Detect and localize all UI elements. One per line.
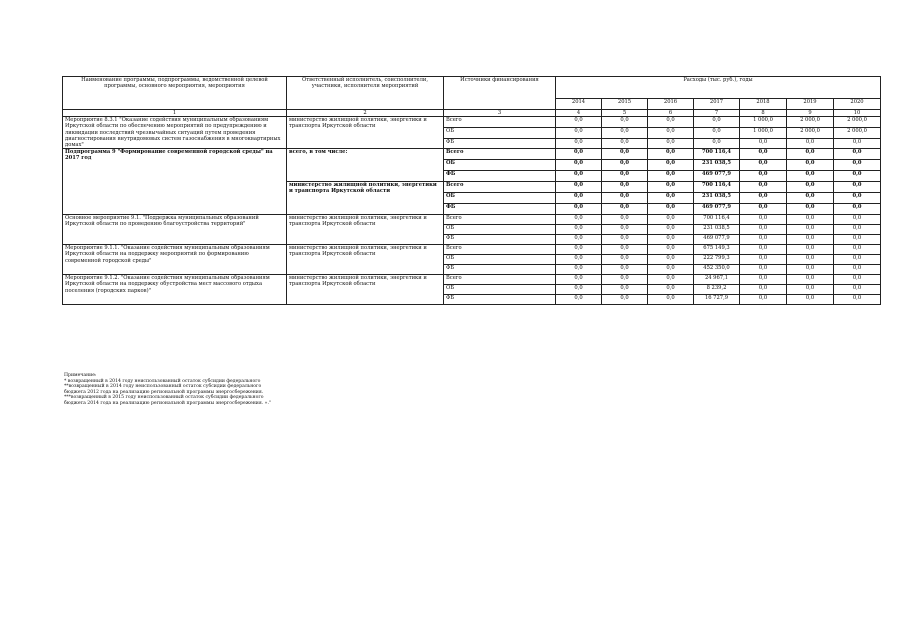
source-cell: ОБ [444, 255, 556, 265]
value-cell: 0,0 [787, 255, 834, 265]
executor-cell: министерство жилищной политики, энергетики и транспорта Иркутской области [287, 117, 444, 149]
value-cell: 0,0 [602, 215, 648, 225]
value-cell: 0,0 [602, 235, 648, 245]
value-cell: 0,0 [556, 171, 602, 182]
value-cell: 0,0 [694, 138, 740, 149]
value-cell: 0,0 [602, 182, 648, 193]
value-cell: 231 038,5 [694, 160, 740, 171]
value-cell: 0,0 [740, 265, 787, 275]
value-cell: 0,0 [740, 160, 787, 171]
value-cell: 0,0 [787, 215, 834, 225]
table-row [63, 117, 881, 128]
source-cell: ФБ [444, 138, 556, 149]
value-cell: 0,0 [602, 149, 648, 160]
value-cell: 0,0 [787, 182, 834, 193]
value-cell: 0,0 [787, 295, 834, 305]
column-number: 7 [694, 110, 740, 117]
value-cell: 0,0 [834, 275, 881, 285]
value-cell: 469 077,9 [694, 235, 740, 245]
executor-cell: министерство жилищной политики, энергетики и транспорта Иркутской области [287, 275, 444, 305]
source-cell: ФБ [444, 295, 556, 305]
value-cell: 0,0 [834, 235, 881, 245]
value-cell: 24 967,1 [694, 275, 740, 285]
value-cell: 0,0 [556, 160, 602, 171]
value-cell: 0,0 [602, 265, 648, 275]
value-cell: 0,0 [787, 225, 834, 235]
value-cell: 0,0 [834, 295, 881, 305]
value-cell: 0,0 [740, 235, 787, 245]
note-line: * возвращенный в 2014 году неиспользованный остаток субсидии федерального [64, 378, 261, 384]
value-cell: 16 727,9 [694, 295, 740, 305]
value-cell: 0,0 [740, 149, 787, 160]
value-cell: 0,0 [556, 149, 602, 160]
program-name-cell: Мероприятие 9.1.1. "Оказание содействия муниципальным образованиям Иркутской области на поддержку мероприятий по формированию современной городской среды" [63, 245, 287, 275]
value-cell: 0,0 [648, 204, 694, 215]
value-cell: 0,0 [648, 235, 694, 245]
column-number: 6 [648, 110, 694, 117]
column-number-row [63, 110, 881, 117]
value-cell: 0,0 [834, 255, 881, 265]
value-cell: 0,0 [740, 171, 787, 182]
value-cell: 0,0 [648, 149, 694, 160]
column-number: 5 [602, 110, 648, 117]
value-cell: 0,0 [787, 160, 834, 171]
header-name: Наименование программы, подпрограммы, ведомственной целевой программы, основного мероприятия, мероприятия [63, 77, 287, 110]
header-year: 2014 [556, 99, 602, 110]
value-cell: 2 000,0 [834, 117, 881, 128]
value-cell: 0,0 [556, 127, 602, 138]
column-number: 8 [740, 110, 787, 117]
value-cell: 0,0 [556, 117, 602, 128]
source-cell: Всего [444, 149, 556, 160]
value-cell: 0,0 [556, 225, 602, 235]
value-cell: 2 000,0 [787, 127, 834, 138]
value-cell: 0,0 [648, 160, 694, 171]
value-cell: 1 000,0 [740, 127, 787, 138]
value-cell: 0,0 [787, 285, 834, 295]
executor-cell: министерство жилищной политики, энергетики и транспорта Иркутской области [287, 215, 444, 245]
value-cell: 0,0 [740, 225, 787, 235]
value-cell: 0,0 [602, 171, 648, 182]
column-number: 3 [444, 110, 556, 117]
source-cell: ОБ [444, 193, 556, 204]
value-cell: 0,0 [787, 138, 834, 149]
header-row [63, 77, 881, 99]
value-cell: 0,0 [740, 193, 787, 204]
value-cell: 0,0 [648, 245, 694, 255]
value-cell: 0,0 [648, 193, 694, 204]
value-cell: 0,0 [602, 193, 648, 204]
value-cell: 0,0 [787, 275, 834, 285]
table-row [63, 149, 881, 160]
value-cell: 0,0 [834, 171, 881, 182]
value-cell: 0,0 [740, 182, 787, 193]
value-cell: 0,0 [834, 225, 881, 235]
table-row [63, 245, 881, 255]
program-name-cell: Мероприятие 8.3.1 "Оказание содействия муниципальным образованиям Иркутской области по обеспечению мероприятий по предупреждению и ликвидации последствий чрезвычайных ситуаций путем проведения диагностирования внутридомовых систем газоснабжения в многоквартирных домах" [63, 117, 287, 149]
header-year: 2017 [694, 99, 740, 110]
column-number: 2 [287, 110, 444, 117]
header-year: 2019 [787, 99, 834, 110]
value-cell: 0,0 [556, 215, 602, 225]
header-year: 2020 [834, 99, 881, 110]
value-cell: 700 116,4 [694, 182, 740, 193]
value-cell: 0,0 [740, 295, 787, 305]
value-cell: 0,0 [740, 245, 787, 255]
notes-title: Примечание: [64, 373, 97, 378]
value-cell: 0,0 [834, 138, 881, 149]
header-year: 2018 [740, 99, 787, 110]
header-source: Источники финансирования [444, 77, 556, 110]
source-cell: ФБ [444, 235, 556, 245]
source-cell: Всего [444, 275, 556, 285]
value-cell: 0,0 [648, 255, 694, 265]
source-cell: Всего [444, 215, 556, 225]
note-line: **возвращенный в 2014 году неиспользованный остаток субсидии федерального [64, 384, 262, 390]
value-cell: 0,0 [648, 182, 694, 193]
header-year: 2015 [602, 99, 648, 110]
value-cell: 0,0 [834, 149, 881, 160]
executor-cell: министерство жилищной политики, энергетики и транспорта Иркутской области [287, 245, 444, 275]
value-cell: 0,0 [834, 265, 881, 275]
value-cell: 675 149,3 [694, 245, 740, 255]
value-cell: 0,0 [694, 127, 740, 138]
value-cell: 0,0 [648, 295, 694, 305]
source-cell: Всего [444, 245, 556, 255]
program-name-cell: Мероприятие 9.1.2. "Оказание содействия муниципальным образованиям Иркутской области на поддержку обустройства мест массового отдыха поселения (городских парков)" [63, 275, 287, 305]
executor-cell: всего, в том числе: [287, 149, 444, 182]
value-cell: 0,0 [648, 225, 694, 235]
value-cell: 0,0 [556, 245, 602, 255]
value-cell: 0,0 [556, 295, 602, 305]
note-line: бюджета 2012 года на реализацию региональной программы энергосбережения. [64, 389, 264, 395]
value-cell: 0,0 [834, 285, 881, 295]
value-cell: 0,0 [602, 225, 648, 235]
value-cell: 0,0 [556, 285, 602, 295]
column-number: 10 [834, 110, 881, 117]
value-cell: 0,0 [787, 171, 834, 182]
value-cell: 0,0 [834, 204, 881, 215]
value-cell: 0,0 [556, 138, 602, 149]
value-cell: 0,0 [787, 235, 834, 245]
value-cell: 0,0 [648, 285, 694, 295]
value-cell: 0,0 [740, 285, 787, 295]
value-cell: 700 116,4 [694, 215, 740, 225]
value-cell: 0,0 [648, 215, 694, 225]
value-cell: 0,0 [834, 215, 881, 225]
column-number: 9 [787, 110, 834, 117]
header-expenses: Расходы (тыс. руб.), годы [556, 77, 881, 99]
value-cell: 0,0 [648, 138, 694, 149]
source-cell: ФБ [444, 204, 556, 215]
value-cell: 0,0 [834, 160, 881, 171]
table-row [63, 215, 881, 225]
value-cell: 222 799,3 [694, 255, 740, 265]
value-cell: 0,0 [787, 204, 834, 215]
program-name-cell: Основное мероприятие 9.1. "Поддержка муниципальных образований Иркутской области по проведению благоустройства территорий" [63, 215, 287, 245]
column-number: 1 [63, 110, 287, 117]
value-cell: 0,0 [787, 193, 834, 204]
value-cell: 0,0 [740, 204, 787, 215]
source-cell: ОБ [444, 225, 556, 235]
value-cell: 0,0 [602, 117, 648, 128]
header-year: 2016 [648, 99, 694, 110]
value-cell: 0,0 [602, 245, 648, 255]
notes [64, 373, 304, 407]
value-cell: 452 350,0 [694, 265, 740, 275]
value-cell: 0,0 [556, 204, 602, 215]
source-cell: Всего [444, 182, 556, 193]
value-cell: 8 239,2 [694, 285, 740, 295]
value-cell: 0,0 [834, 245, 881, 255]
value-cell: 0,0 [556, 275, 602, 285]
expenses-table [62, 76, 881, 305]
value-cell: 0,0 [787, 265, 834, 275]
value-cell: 0,0 [648, 171, 694, 182]
value-cell: 2 000,0 [834, 127, 881, 138]
value-cell: 0,0 [740, 255, 787, 265]
value-cell: 0,0 [740, 215, 787, 225]
value-cell: 0,0 [602, 255, 648, 265]
source-cell: ОБ [444, 285, 556, 295]
table-row [63, 275, 881, 285]
value-cell: 231 038,5 [694, 225, 740, 235]
header-executor: Ответственный исполнитель, соисполнители, участники, исполнители мероприятий [287, 77, 444, 110]
value-cell: 0,0 [787, 149, 834, 160]
value-cell: 0,0 [834, 193, 881, 204]
value-cell: 0,0 [740, 275, 787, 285]
value-cell: 231 038,5 [694, 193, 740, 204]
note-line: ***возвращенный в 2015 году неиспользованный остаток субсидии федерального [64, 395, 264, 401]
value-cell: 0,0 [648, 127, 694, 138]
value-cell: 469 077,9 [694, 204, 740, 215]
value-cell: 0,0 [602, 275, 648, 285]
note-line: бюджета 2014 года на реализацию региональной программы энергосбережения. »." [64, 400, 272, 406]
column-number: 4 [556, 110, 602, 117]
value-cell: 0,0 [602, 285, 648, 295]
source-cell: ФБ [444, 171, 556, 182]
value-cell: 0,0 [556, 182, 602, 193]
value-cell: 0,0 [787, 245, 834, 255]
value-cell: 0,0 [648, 275, 694, 285]
value-cell: 469 077,9 [694, 171, 740, 182]
source-cell: ФБ [444, 265, 556, 275]
source-cell: Всего [444, 117, 556, 128]
executor-cell: министерство жилищной политики, энергетики и транспорта Иркутской области [287, 182, 444, 215]
value-cell: 0,0 [556, 235, 602, 245]
value-cell: 0,0 [556, 193, 602, 204]
value-cell: 700 116,4 [694, 149, 740, 160]
value-cell: 0,0 [740, 138, 787, 149]
value-cell: 0,0 [648, 117, 694, 128]
value-cell: 0,0 [556, 265, 602, 275]
value-cell: 0,0 [556, 255, 602, 265]
value-cell: 0,0 [602, 295, 648, 305]
value-cell: 1 000,0 [740, 117, 787, 128]
value-cell: 0,0 [602, 127, 648, 138]
program-name-cell: Подпрограмма 9 "Формирование современной городской среды" на 2017 год [63, 149, 287, 215]
source-cell: ОБ [444, 160, 556, 171]
value-cell: 0,0 [602, 204, 648, 215]
source-cell: ОБ [444, 127, 556, 138]
value-cell: 0,0 [602, 160, 648, 171]
value-cell: 0,0 [694, 117, 740, 128]
value-cell: 0,0 [648, 265, 694, 275]
value-cell: 0,0 [834, 182, 881, 193]
value-cell: 2 000,0 [787, 117, 834, 128]
value-cell: 0,0 [602, 138, 648, 149]
